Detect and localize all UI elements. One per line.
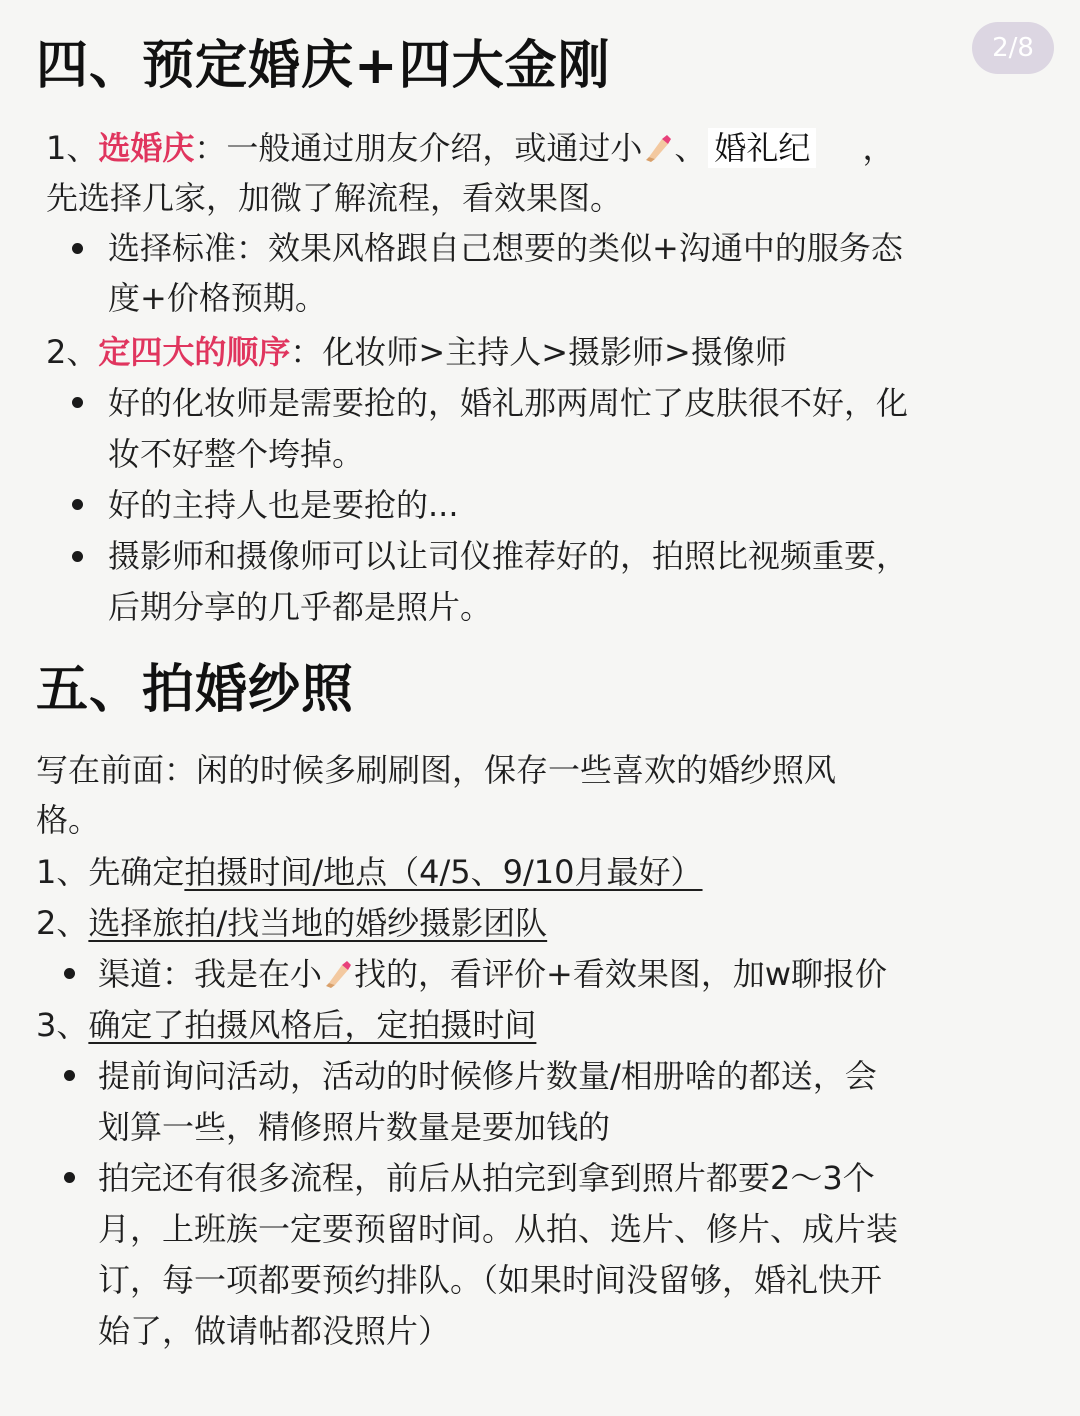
s5-item1-number: 1、先确定 [36, 853, 185, 891]
section4-title: 四、预定婚庆+四大金刚 [36, 36, 611, 96]
s4-item1-number: 1、 [46, 129, 99, 167]
section5-title: 五、拍婚纱照 [36, 660, 355, 720]
s4-item1-accent: 选婚庆 [98, 129, 195, 167]
redbook-lipstick-icon [643, 133, 673, 163]
s4-bullet2-line1: 好的化妆师是需要抢的，婚礼那两周忙了皮肤很不好，化 [108, 384, 909, 422]
s4-bullet2-line2: 妆不好整个垮掉。 [108, 435, 365, 473]
s5-bullet3-line3: 订，每一项都要预约排队。（如果时间没留够，婚礼快开 [98, 1261, 883, 1299]
s5-item2-underlined: 选择旅拍/找当地的婚纱摄影团队 [88, 904, 548, 942]
s5-bullet3-line2: 月，上班族一定要预留时间。从拍、选片、修片、成片装 [98, 1210, 899, 1248]
s4-bullet1-line2: 度+价格预期。 [108, 279, 327, 317]
s5-bullet2-line2: 划算一些，精修照片数量是要加钱的 [98, 1108, 611, 1146]
bullet-dot [64, 1172, 75, 1183]
s5-item3-line [36, 1005, 536, 1045]
s4-bullet4-line2: 后期分享的几乎都是照片。 [108, 588, 493, 626]
s5-bullet3-line1: 拍完还有很多流程，前后从拍完到拿到照片都要2～3个 [98, 1159, 875, 1197]
s4-item1-text-b: 、 [674, 129, 707, 167]
s4-item2-text: ：化妆师>主持人>摄影师>摄像师 [290, 333, 787, 371]
s5-bullet1-line [98, 954, 887, 994]
s5-item2-number: 2、 [36, 904, 89, 942]
s4-item2-line [46, 332, 787, 372]
bullet-dot [72, 397, 83, 408]
s5-item2-line [36, 903, 547, 943]
s5-item3-underlined: 确定了拍摄风格后，定拍摄时间 [88, 1006, 537, 1044]
bullet-dot [64, 1070, 75, 1081]
s5-intro-line2: 格。 [36, 801, 101, 839]
s4-bullet3-line1: 好的主持人也是要抢的... [108, 486, 459, 524]
s5-bullet3-line4: 始了，做请帖都没照片） [98, 1312, 451, 1350]
s5-intro-line1: 写在前面：闲的时候多刷刷图，保存一些喜欢的婚纱照风 [36, 751, 837, 789]
bullet-dot [72, 243, 83, 254]
bullet-dot [72, 499, 83, 510]
s4-bullet1-line1: 选择标准：效果风格跟自己想要的类似+沟通中的服务态 [108, 229, 903, 267]
s5-bullet1-text-a: 渠道：我是在小 [98, 955, 323, 993]
s5-item3-number: 3、 [36, 1006, 89, 1044]
s5-item1-line [36, 852, 703, 892]
s5-bullet2-line1: 提前询问活动，活动的时候修片数量/相册啥的都送，会 [98, 1057, 877, 1095]
bullet-dot [72, 551, 83, 562]
s5-bullet1-text-b: 找的，看评价+看效果图，加w聊报价 [354, 955, 888, 993]
bullet-dot [64, 968, 75, 979]
s4-bullet4-line1: 摄影师和摄像师可以让司仪推荐好的，拍照比视频重要， [108, 537, 909, 575]
page-indicator-badge: 2/8 [972, 22, 1054, 74]
redbook-lipstick-icon [323, 959, 353, 989]
s4-item2-accent: 定四大的顺序 [98, 333, 291, 371]
s4-item1-text-a: ：一般通过朋友介绍，或通过小 [194, 129, 643, 167]
s4-item1-masked-app: 婚礼纪 [708, 128, 816, 168]
s4-item2-number: 2、 [46, 333, 99, 371]
s4-item1-line1 [46, 128, 894, 168]
s5-item1-underlined: 拍摄时间/地点（4/5、9/10月最好） [184, 853, 703, 891]
s4-item1-text-c: ， [862, 129, 895, 167]
s4-item1-line2: 先选择几家，加微了解流程，看效果图。 [46, 179, 623, 217]
